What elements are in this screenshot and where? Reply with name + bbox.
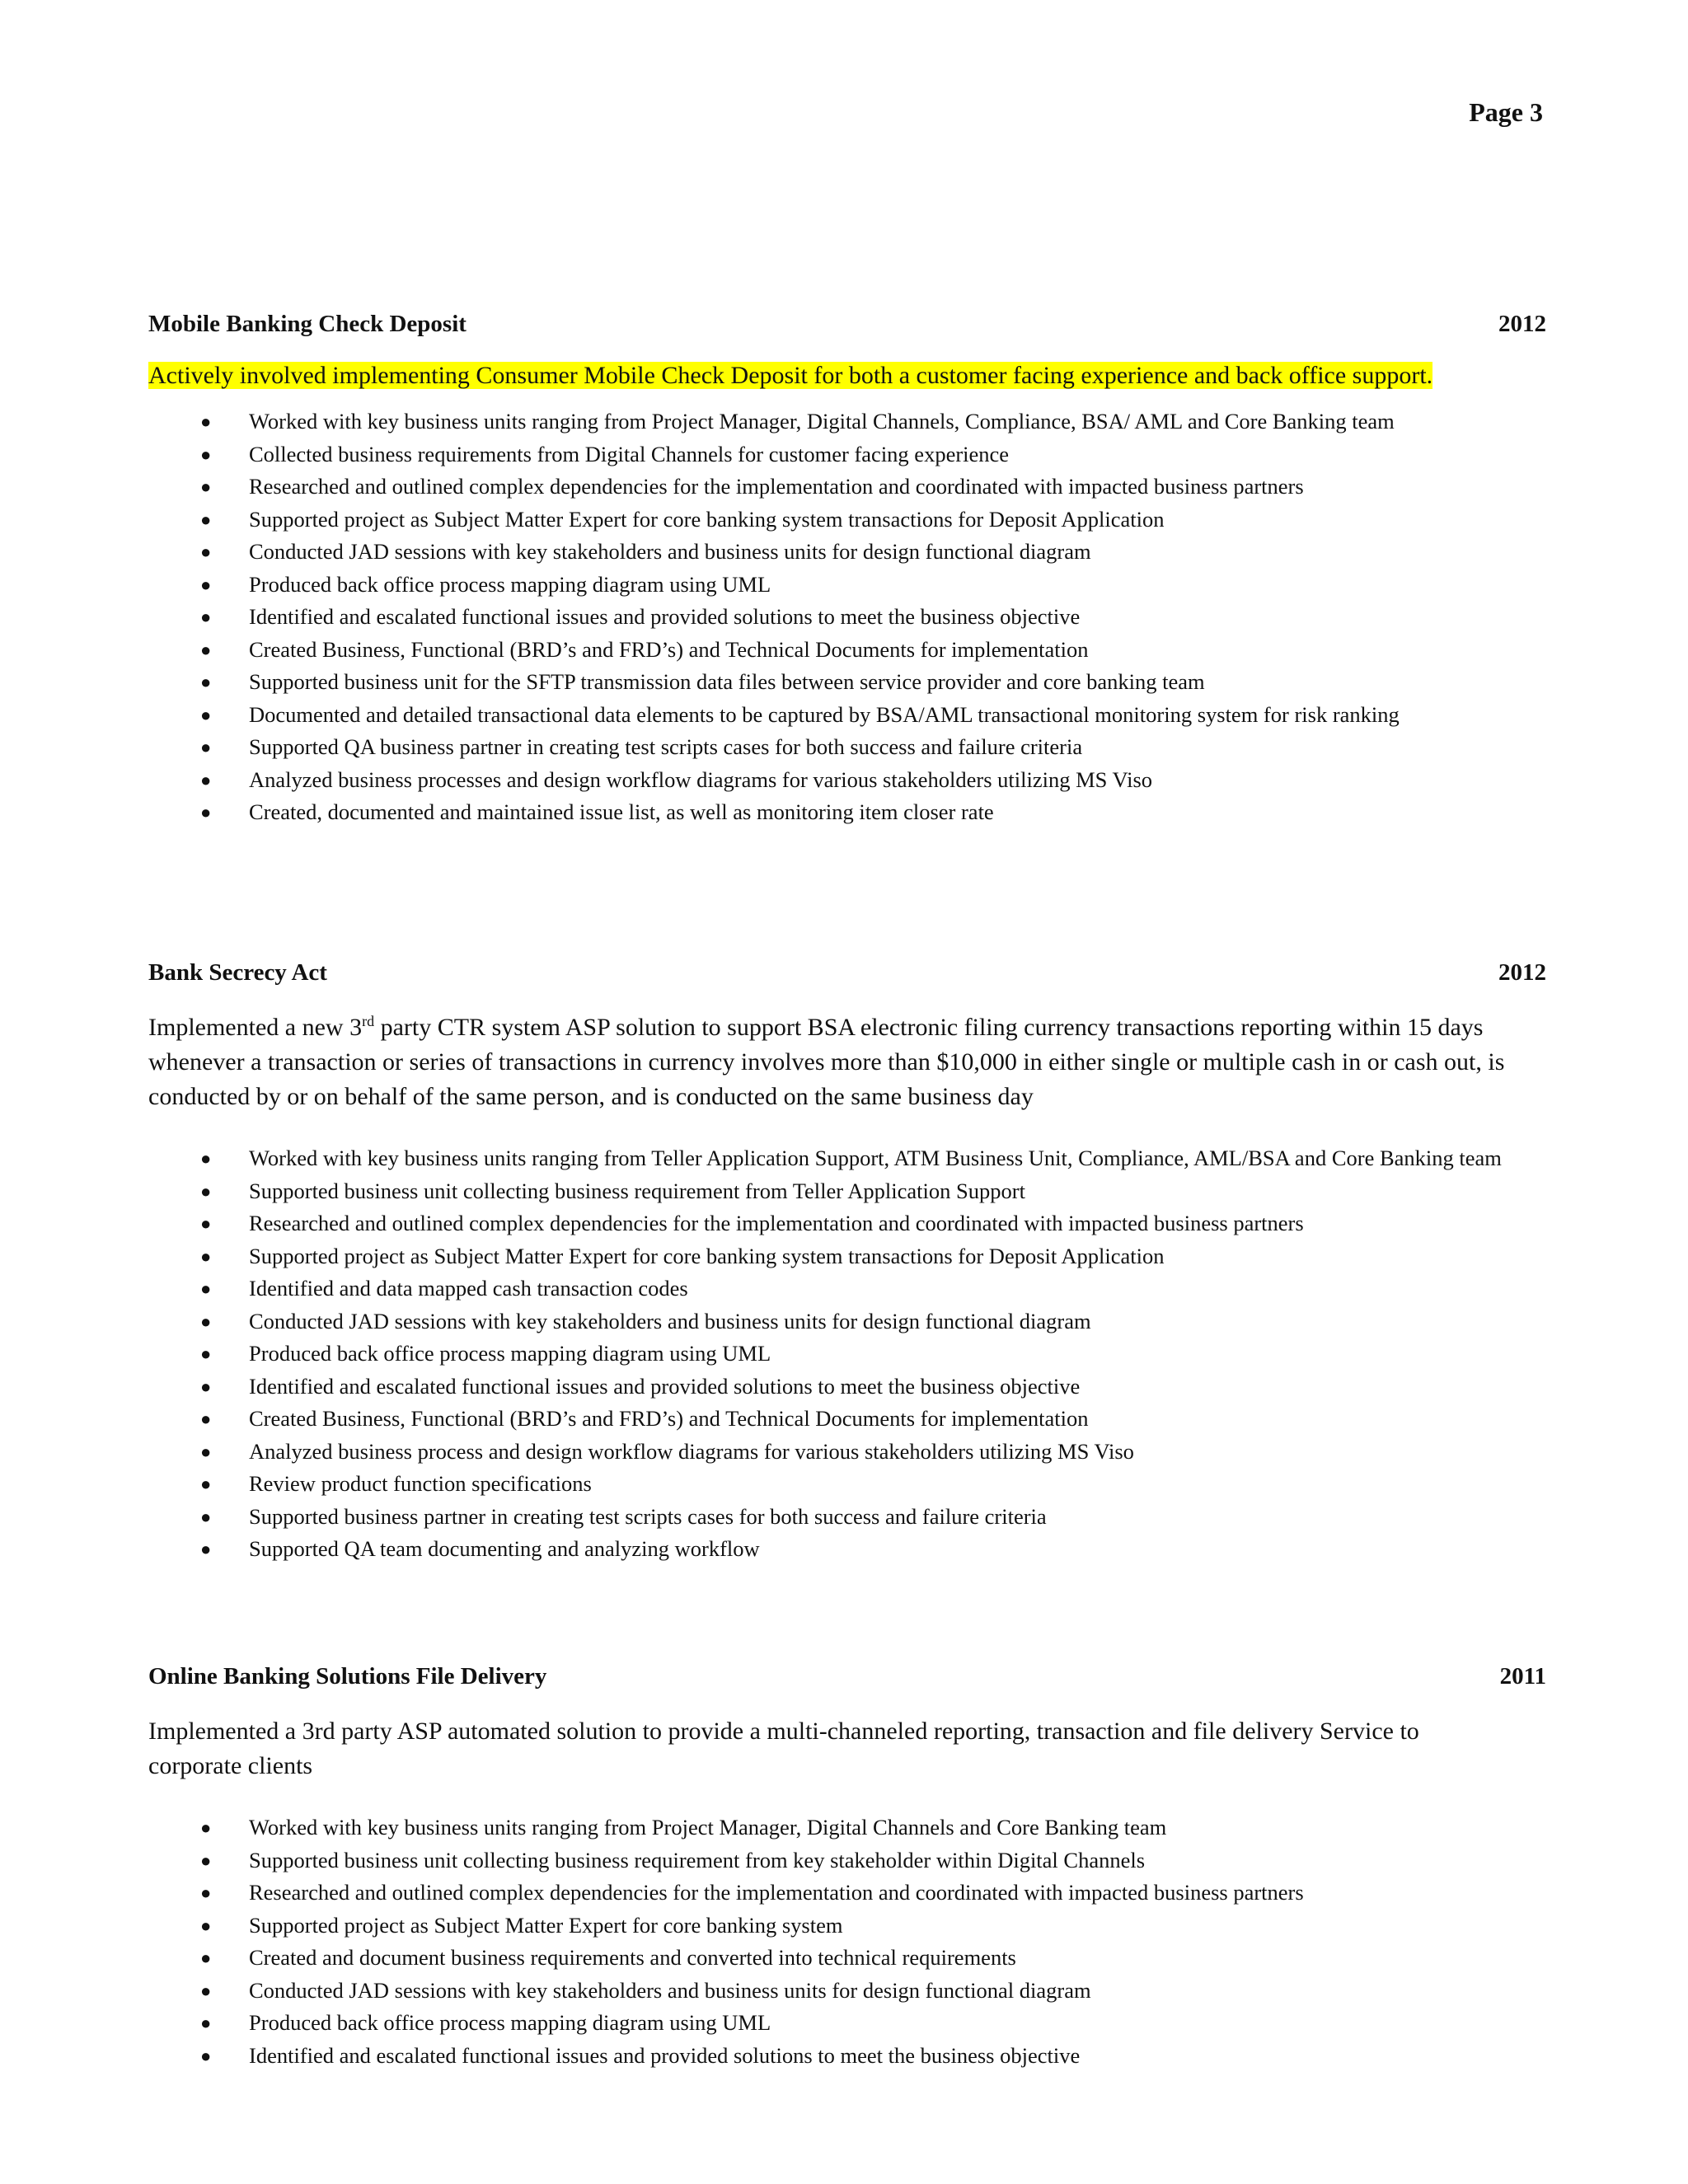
bullet-icon: ● (200, 1539, 212, 1559)
list-item: ● Identified and escalated functional issues and provided solutions to meet the business objective (148, 601, 1546, 634)
list-item: ● Analyzed business process and design workflow diagrams for various stakeholders utilizing MS Viso (148, 1436, 1546, 1469)
list-item: ● Supported project as Subject Matter Expert for core banking system (148, 1910, 1546, 1943)
bullet-icon: ● (200, 1882, 212, 1903)
bullet-icon: ● (200, 1180, 212, 1202)
section-year: 2011 (1499, 1663, 1546, 1690)
bullet-icon: ● (200, 704, 212, 725)
bullet-icon: ● (200, 672, 212, 692)
section-bank-secrecy-act (148, 959, 1546, 1566)
highlighted-summary: Actively involved implementing Consumer Mobile Check Deposit for both a customer facing experience and back office support. (148, 362, 1433, 389)
bullet-icon: ● (200, 1474, 212, 1494)
list-item: ● Identified and escalated functional issues and provided solutions to meet the business objective (148, 2040, 1546, 2073)
bullet-icon: ● (200, 1817, 212, 1838)
list-item: ● Review product function specifications (148, 1468, 1546, 1501)
list-item: ● Created Business, Functional (BRD’s and FRD’s) and Technical Documents for implementation (148, 1403, 1546, 1436)
bullet-icon: ● (200, 1310, 212, 1332)
section-title: Bank Secrecy Act (148, 959, 327, 986)
page-number: Page 3 (1469, 97, 1543, 127)
section-title: Online Banking Solutions File Delivery (148, 1663, 547, 1690)
bullet-icon: ● (200, 1245, 212, 1267)
section-header (148, 1663, 1546, 1696)
section-summary: Implemented a 3rd party ASP automated solution to provide a multi-channeled reporting, transaction and file delivery Service to corporate clients (148, 1718, 1419, 1779)
bullet-icon: ● (200, 769, 212, 790)
list-item: ● Supported business unit collecting business requirement from Teller Application Support (148, 1175, 1546, 1208)
bullet-icon: ● (200, 607, 212, 627)
list-item: ● Conducted JAD sessions with key stakeholders and business units for design functional diagram (148, 1975, 1546, 2008)
list-item: ● Supported business unit collecting business requirement from key stakeholder within Digital Channels (148, 1844, 1546, 1877)
bullet-icon: ● (200, 541, 212, 562)
bullet-icon: ● (200, 1915, 212, 1936)
list-item: ● Produced back office process mapping diagram using UML (148, 1338, 1546, 1371)
section-year: 2012 (1498, 959, 1546, 986)
list-item: ● Conducted JAD sessions with key stakeholders and business units for design functional diagram (148, 536, 1546, 569)
list-item: ● Created, documented and maintained issue list, as well as monitoring item closer rate (148, 796, 1546, 829)
list-item: ● Supported QA team documenting and analyzing workflow (148, 1533, 1546, 1566)
bullet-icon: ● (200, 443, 212, 465)
list-item: ● Collected business requirements from Digital Channels for customer facing experience (148, 438, 1546, 471)
list-item: ● Supported QA business partner in creating test scripts cases for both success and failure criteria (148, 731, 1546, 764)
list-item: ● Researched and outlined complex dependencies for the implementation and coordinated with impacted business partners (148, 1877, 1546, 1910)
list-item: ● Worked with key business units ranging from Teller Application Support, ATM Business Unit, Compliance, AML/BSA and Core Banking team (148, 1142, 1667, 1175)
list-item: ● Produced back office process mapping diagram using UML (148, 2007, 1546, 2040)
bullet-icon: ● (200, 639, 212, 660)
list-item: ● Conducted JAD sessions with key stakeholders and business units for design functional diagram (148, 1305, 1546, 1338)
list-item: ● Supported business partner in creating test scripts cases for both success and failure criteria (148, 1501, 1546, 1534)
list-item: ● Created Business, Functional (BRD’s and FRD’s) and Technical Documents for implementation (148, 634, 1546, 667)
bullet-icon: ● (200, 2013, 212, 2033)
section-summary: Implemented a new 3rd party CTR system ASP solution to support BSA electronic filing currency transactions reporting within 15 days whenever a transaction or series of transactions in currency involves more than $10,000 in either single or multiple cash in or cash out, is conducted by or on behalf of the same person, and is conducted on the same business day (148, 1013, 1505, 1110)
bullet-icon: ● (200, 1213, 212, 1234)
bullet-icon: ● (200, 1441, 212, 1462)
section-title: Mobile Banking Check Deposit (148, 311, 467, 337)
bullet-icon: ● (200, 1343, 212, 1364)
section-online-banking (148, 1663, 1546, 2072)
bullet-icon: ● (200, 1408, 212, 1429)
bullet-icon: ● (200, 1506, 212, 1527)
list-item: ● Supported project as Subject Matter Expert for core banking system transactions for Deposit Application (148, 1240, 1546, 1273)
bullet-icon: ● (200, 1980, 212, 2001)
bullet-icon: ● (200, 802, 212, 823)
section-header (148, 311, 1546, 344)
bullet-icon: ● (200, 737, 212, 757)
bullet-list (148, 1142, 1546, 1566)
section-summary (148, 359, 1467, 393)
list-item: ● Supported project as Subject Matter Expert for core banking system transactions for Deposit Application (148, 504, 1546, 537)
list-item: ● Researched and outlined complex dependencies for the implementation and coordinated with impacted business partners (148, 1207, 1546, 1240)
list-item: ● Identified and data mapped cash transaction codes (148, 1272, 1546, 1305)
section-mobile-banking (148, 311, 1546, 829)
bullet-icon: ● (200, 574, 212, 595)
bullet-icon: ● (200, 1148, 212, 1169)
bullet-icon: ● (200, 2045, 212, 2066)
list-item: ● Supported business unit for the SFTP transmission data files between service provider and core banking team (148, 666, 1546, 699)
bullet-icon: ● (200, 509, 212, 530)
list-item: ● Analyzed business processes and design workflow diagrams for various stakeholders utilizing MS Viso (148, 764, 1546, 797)
list-item: ● Identified and escalated functional issues and provided solutions to meet the business objective (148, 1371, 1546, 1404)
bullet-list (148, 405, 1546, 829)
bullet-list (148, 1811, 1546, 2072)
list-item: ● Researched and outlined complex dependencies for the implementation and coordinated with impacted business partners (148, 471, 1546, 504)
bullet-icon: ● (200, 476, 212, 497)
section-header (148, 959, 1546, 992)
list-item: ● Documented and detailed transactional data elements to be captured by BSA/AML transactional monitoring system for risk ranking (148, 699, 1634, 732)
bullet-icon: ● (200, 1278, 212, 1299)
list-item: ● Produced back office process mapping diagram using UML (148, 569, 1546, 602)
section-year: 2012 (1498, 311, 1546, 337)
bullet-icon: ● (200, 411, 212, 432)
list-item: ● Worked with key business units ranging from Project Manager, Digital Channels and Core Banking team (148, 1811, 1546, 1844)
bullet-icon: ● (200, 1947, 212, 1968)
bullet-icon: ● (200, 1849, 212, 1871)
list-item: ● Worked with key business units ranging from Project Manager, Digital Channels, Compliance, BSA/ AML and Core Banking team (148, 405, 1546, 438)
list-item: ● Created and document business requirements and converted into technical requirements (148, 1942, 1546, 1975)
bullet-icon: ● (200, 1376, 212, 1397)
